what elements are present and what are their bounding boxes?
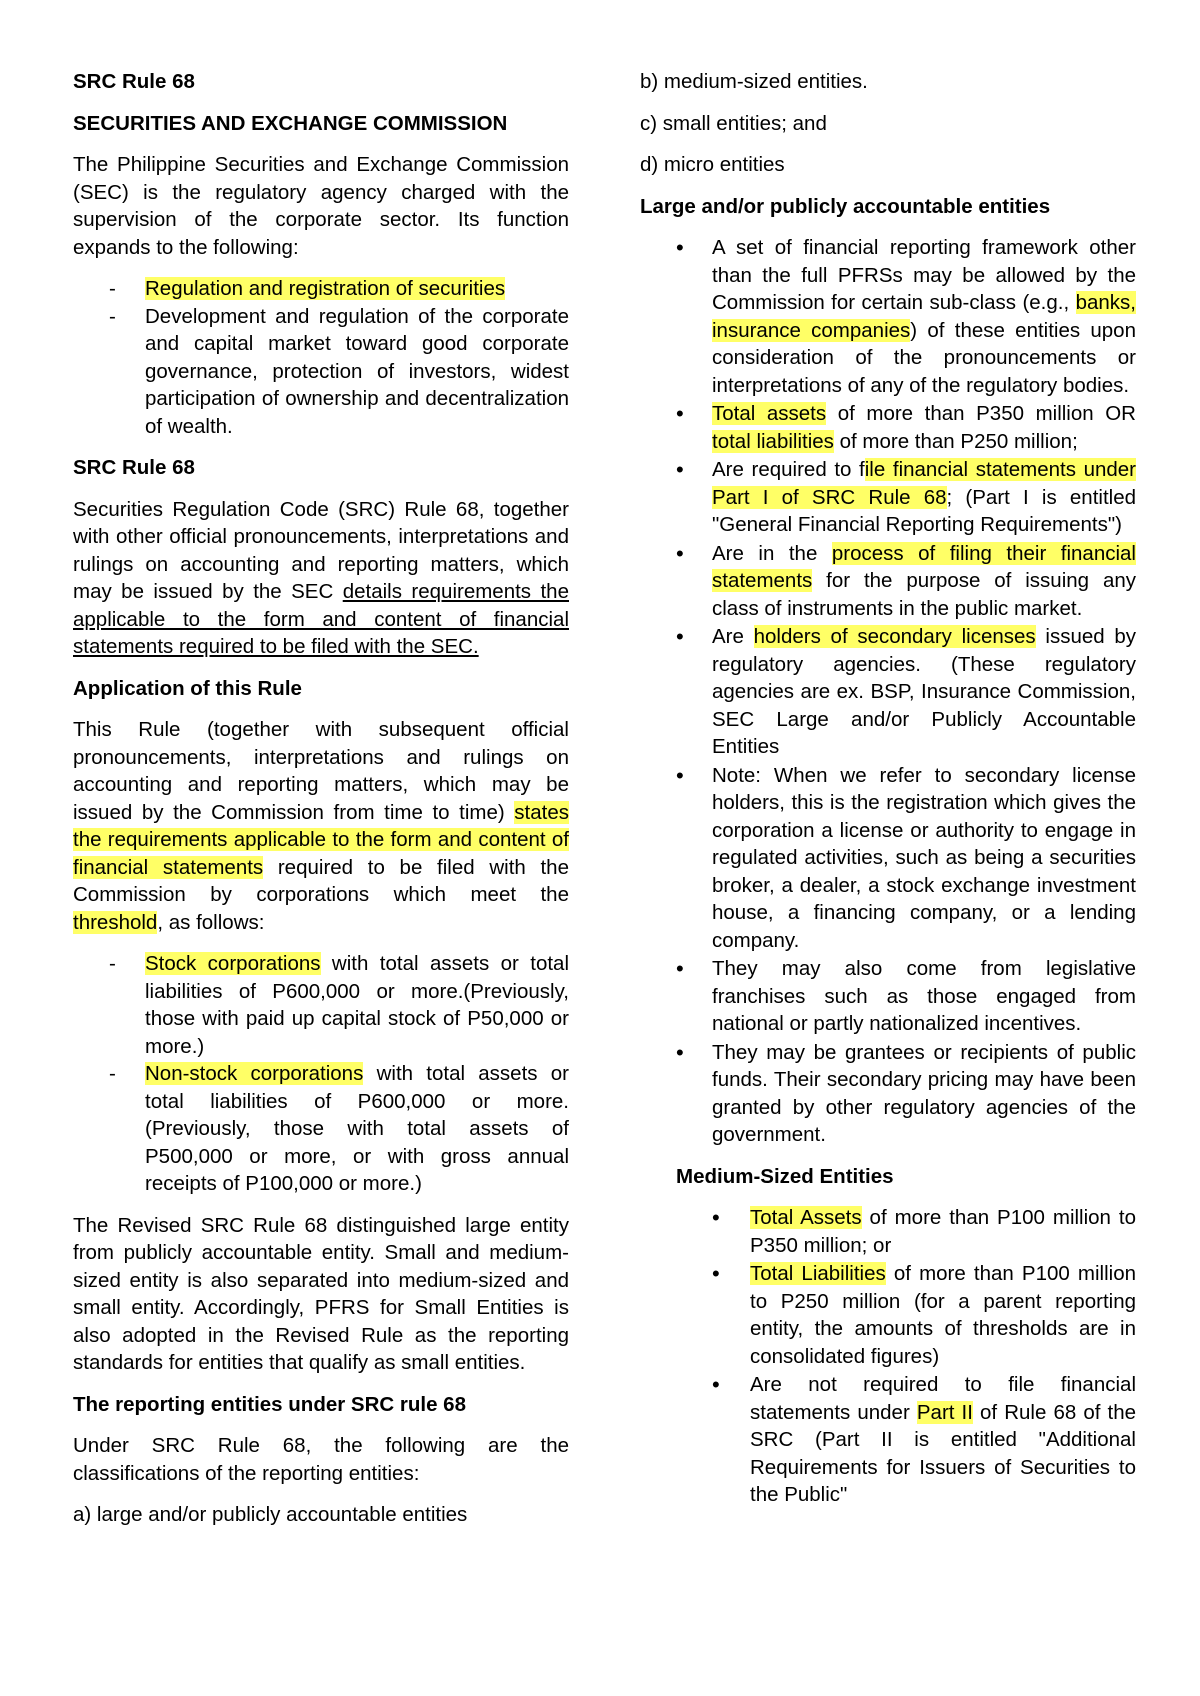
heading-src-rule-68: SRC Rule 68 [73, 70, 195, 93]
classification-c: c) small entities; and [640, 111, 827, 135]
highlighted-text: Total Assets [750, 1206, 862, 1229]
heading-reporting-entities: The reporting entities under SRC rule 68 [73, 1392, 466, 1416]
list-item: • Are in the process of filing their financial statements for the purpose of issuing any class of instruments in the public market. [640, 540, 1136, 623]
right-column [640, 68, 1136, 1523]
list-item: • Are not required to file financial statements under Part II of Rule 68 of the SRC (Part II is entitled "Additional Requirements for Issuers of Securities to the Public" [640, 1371, 1136, 1509]
heading-sec: SECURITIES AND EXCHANGE COMMISSION [73, 111, 508, 135]
highlighted-text: banks, insurance companies [712, 291, 1136, 342]
list-item: - Stock corporations with total assets or total liabilities of P600,000 or more.(Previously, those with paid up capital stock of P50,000 or more.) [73, 950, 569, 1060]
list-item: • Total assets of more than P350 million OR total liabilities of more than P250 million; [640, 400, 1136, 455]
classification-d: d) micro entities [640, 153, 785, 176]
highlighted-text: total liabilities [712, 429, 834, 453]
highlighted-text: Stock corporations [145, 952, 321, 975]
src-paragraph: Securities Regulation Code (SRC) Rule 68, together with other official pronouncements, interpretations and rulings on accounting and reporting matters, which may be issued by the SEC details requirements the applicable to the form and content of financial statements required to be filed with the SEC. [73, 497, 569, 658]
list-item: • They may also come from legislative franchises such as those engaged from national or partly nationalized incentives. [640, 955, 1136, 1038]
list-item [73, 275, 569, 303]
underlined-text: details requirements the applicable to the form and content of financial statements required to be filed with the SEC. [73, 580, 569, 658]
left-column [73, 68, 569, 1543]
highlighted-text: Total Liabilities [750, 1262, 886, 1285]
application-paragraph: This Rule (together with subsequent official pronouncements, interpretations and rulings on accounting and reporting matters, which may be issued by the Commission from time to time) states the requirements applicable to the form and content of financial statements required to be filed with the Commission by corporations which meet the threshold, as follows: [73, 718, 569, 934]
list-item: • Total Liabilities of more than P100 million to P250 million (for a parent reporting entity, the amounts of thresholds are in consolidated figures) [640, 1260, 1136, 1370]
threshold-list [73, 950, 569, 1198]
sec-functions-list [73, 275, 569, 440]
medium-entities-list [640, 1204, 1136, 1509]
highlighted-text: threshold [73, 910, 158, 934]
list-item: - Development and regulation of the corporate and capital market toward good corporate governance, protection of investors, widest participation of ownership and decentralization of wealth. [73, 303, 569, 441]
highlighted-text: ile financial statements under Part I of SRC Rule 68 [712, 458, 1137, 509]
revised-paragraph: The Revised SRC Rule 68 distinguished large entity from publicly accountable entity. Small and medium-sized entity is also separated into medium-sized and small entity. Accordingly, PFRS for Small Entities is also adopted in the Revised Rule as the reporting standards for entities that qualify as small entities. [73, 1213, 569, 1374]
intro-paragraph: The Philippine Securities and Exchange Commission (SEC) is the regulatory agency charged with the supervision of the corporate sector. Its function expands to the following: [73, 153, 569, 259]
list-item: • A set of financial reporting framework other than the full PFRSs may be allowed by the Commission for certain sub-class (e.g., banks, insurance companies) of these entities upon consideration of the pronouncements or interpretations of any of the regulatory bodies. [640, 234, 1136, 399]
heading-large-entities: Large and/or publicly accountable entities [640, 194, 1051, 218]
highlighted-text: Total assets [712, 402, 827, 425]
highlighted-text: holders of secondary licenses [753, 625, 1036, 648]
list-item: • Are holders of secondary licenses issued by regulatory agencies. (These regulatory agencies are ex. BSP, Insurance Commission, SEC Large and/or Publicly Accountable Entities [640, 623, 1136, 761]
highlighted-text: Regulation and registration of securities [145, 277, 506, 300]
highlighted-text: states the requirements applicable to the form and content of financial statements [73, 800, 569, 879]
heading-application: Application of this Rule [73, 676, 302, 700]
heading-src-rule-68-second: SRC Rule 68 [73, 456, 195, 479]
list-item: • Note: When we refer to secondary license holders, this is the registration which gives the corporation a license or authority to engage in regulated activities, such as being a securities broker, a dealer, a stock exchange investment house, a financing company, or a lending company. [640, 762, 1136, 955]
list-item: • Are required to file financial statements under Part I of SRC Rule 68; (Part I is entitled "General Financial Reporting Requirements") [640, 456, 1136, 539]
highlighted-text: Non-stock corporations [145, 1062, 364, 1085]
classification-a: a) large and/or publicly accountable entities [73, 1503, 468, 1526]
heading-medium-entities: Medium-Sized Entities [676, 1164, 894, 1188]
classification-paragraph: Under SRC Rule 68, the following are the classifications of the reporting entities: [73, 1434, 569, 1485]
list-item: - Non-stock corporations with total assets or total liabilities of P600,000 or more. (Previously, those with total assets of P500,000 or more, or with gross annual receipts of P100,000 or more.) [73, 1060, 569, 1198]
list-item: • Total Assets of more than P100 million to P350 million; or [640, 1204, 1136, 1259]
highlighted-text: Part II [916, 1400, 973, 1424]
list-item: • They may be grantees or recipients of public funds. Their secondary pricing may have been granted by other regulatory agencies of the government. [640, 1039, 1136, 1149]
highlighted-text: process of filing their financial statements [712, 541, 1136, 592]
classification-b: b) medium-sized entities. [640, 70, 868, 93]
large-entities-list [640, 234, 1136, 1149]
